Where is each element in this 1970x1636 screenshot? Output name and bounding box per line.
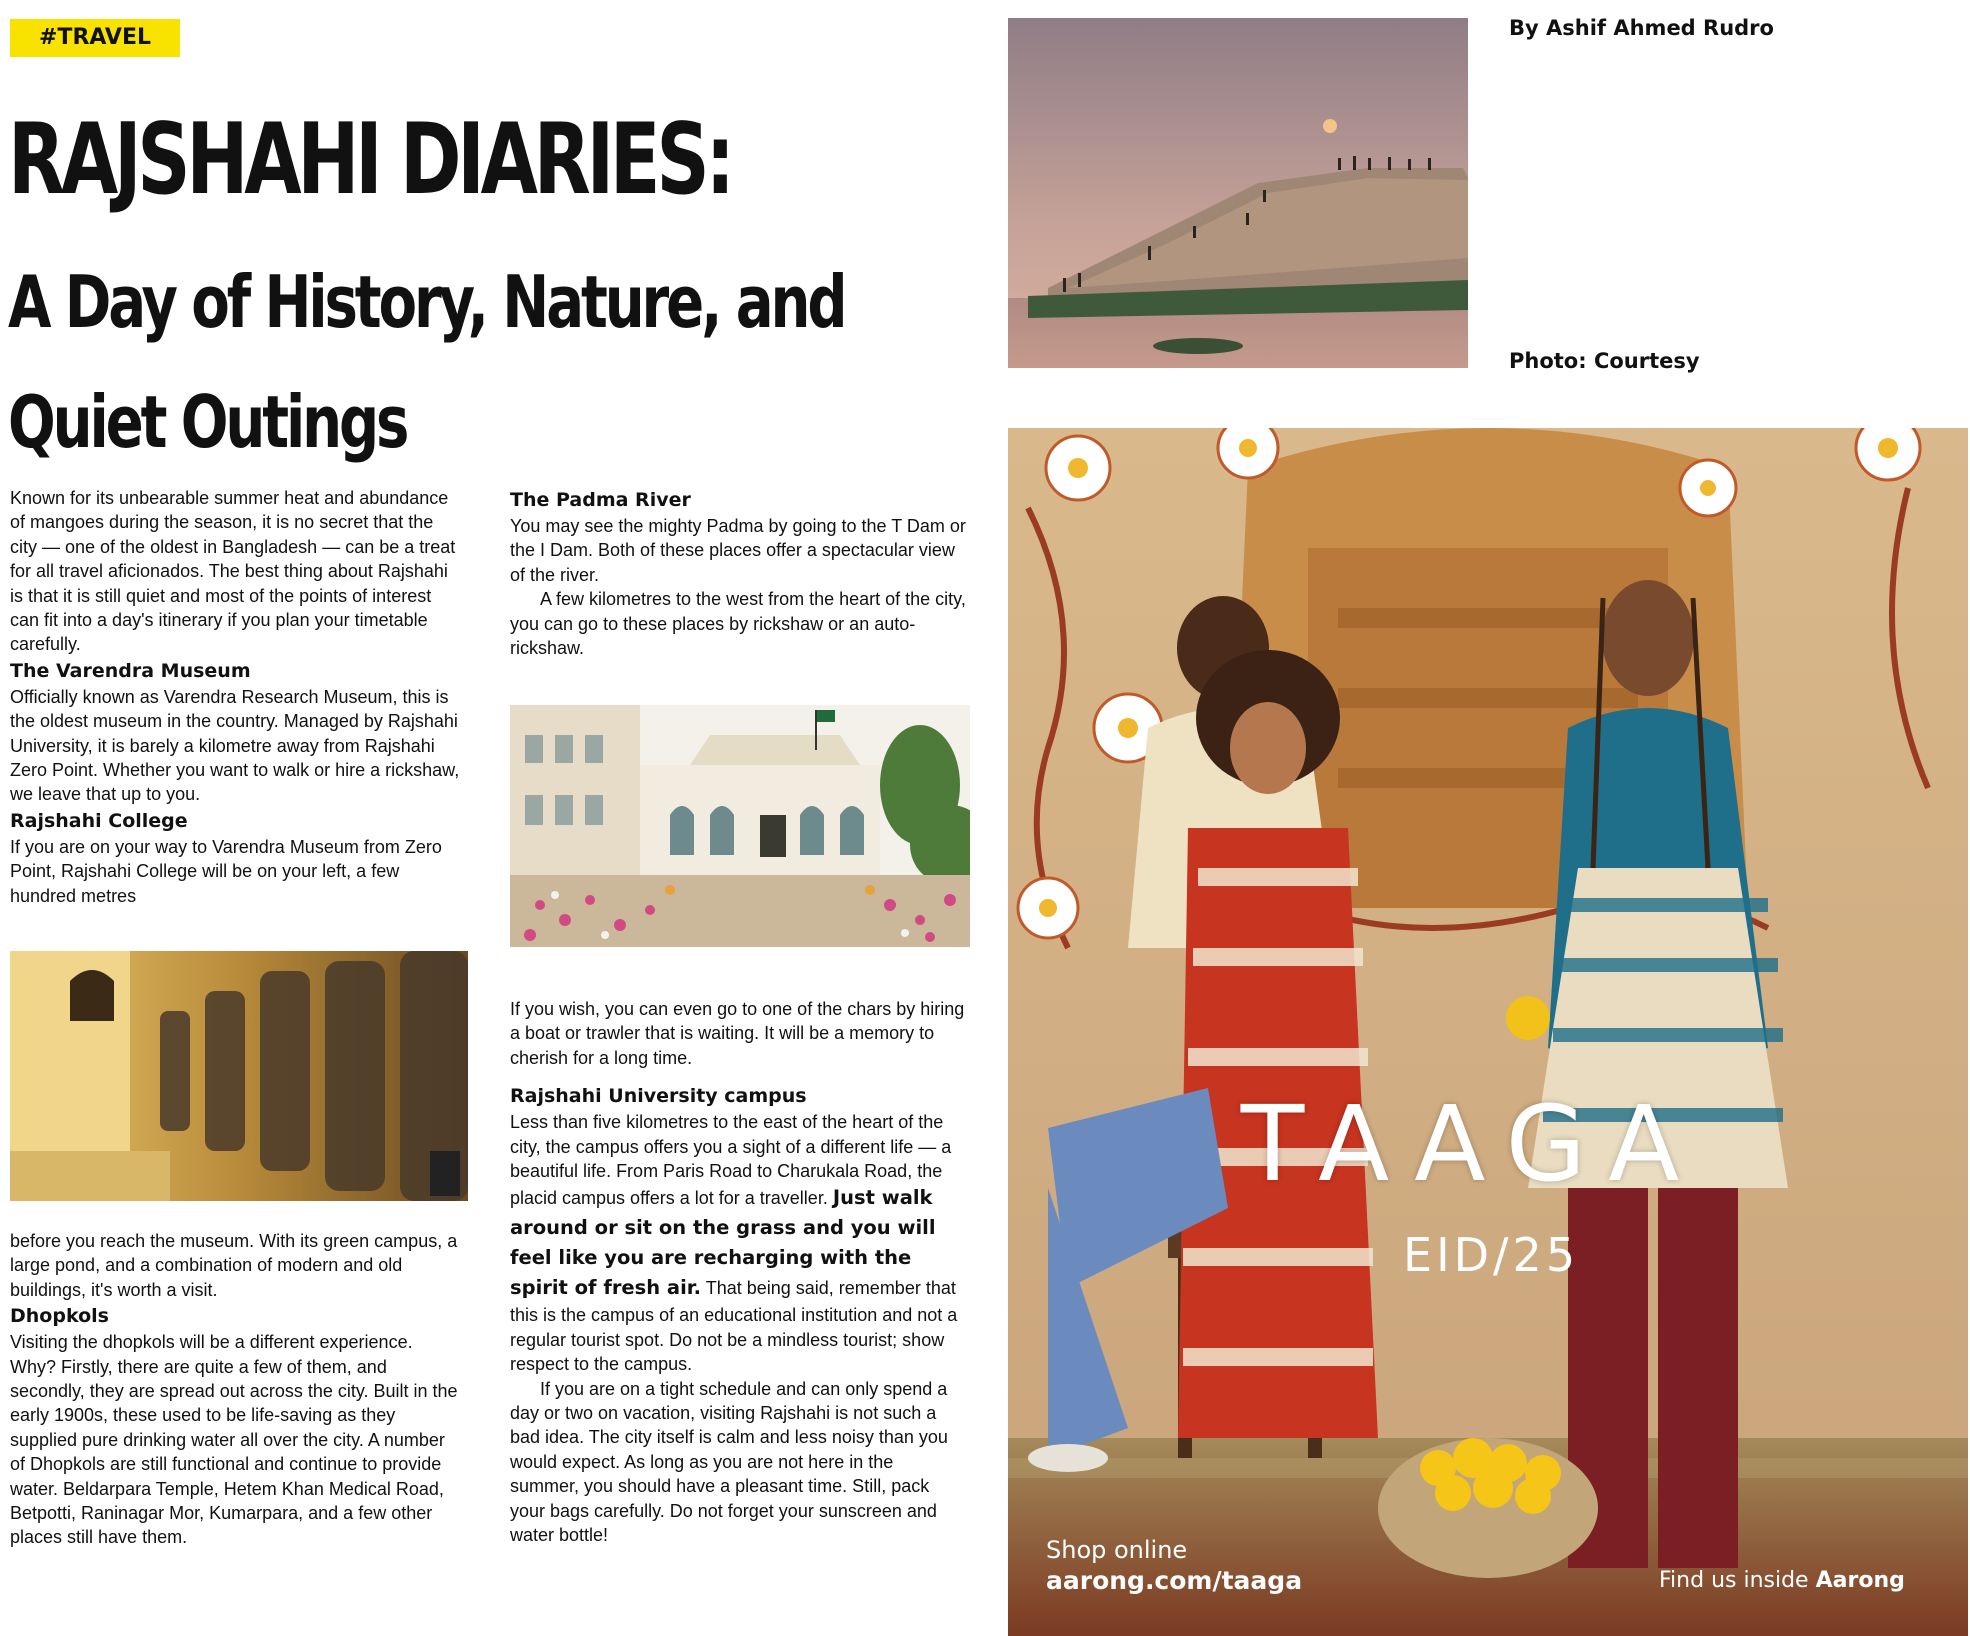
- headline: RAJSHAHI DIARIES:: [8, 103, 731, 217]
- university-text-b: That being said, remember that this is the campus of an educational institution and not a regular tourist spot. Do not be a mindless tourist; show respect to the campus.: [510, 1278, 958, 1375]
- subheadline: A Day of History, Nature, and Quiet Outings: [8, 260, 845, 464]
- college-paragraph-part1: If you are on your way to Varendra Museum from Zero Point, Rajshahi College will be on your left, a few hundred metres: [10, 836, 442, 906]
- find-us-prefix: Find us inside: [1659, 1568, 1809, 1593]
- shop-url-link[interactable]: aarong.com/taaga: [1046, 1566, 1303, 1595]
- padma-paragraph-1: You may see the mighty Padma by going to the T Dam or the I Dam. Both of these places offer a spectacular view of the river.: [510, 516, 966, 585]
- varendra-paragraph: Officially known as Varendra Research Museum, this is the oldest museum in the country. Managed by Rajshahi University, it is barely a kilometre away from Rajshahi Zero Point. Whether you want to walk or hire a rickshaw, we leave that up to you.: [10, 686, 460, 805]
- university-text-a: Less than five kilometres to the east of the heart of the city, the campus offers you a sight of a different life — a beautiful life. From Paris Road to Charukala Road, the placid campus offers a lot for a traveller.: [510, 1112, 952, 1209]
- dhopkols-heading: Dhopkols: [10, 1305, 109, 1328]
- article-column-1-cont: [10, 1229, 462, 1550]
- college-paragraph-part2: before you reach the museum. With its green campus, a large pond, and a combination of modern and old buildings, it's worth a visit.: [10, 1231, 458, 1300]
- university-highlight: Just walk around or sit on the grass and you will feel like you are recharging with the spirit of fresh air.: [510, 1186, 936, 1300]
- university-paragraph: [510, 1110, 966, 1376]
- varendra-heading: The Varendra Museum: [10, 659, 251, 682]
- padma-river-photo: [1008, 18, 1468, 368]
- intro-paragraph: Known for its unbearable summer heat and abundance of mangoes during the season, it is no secret that the city — one of the oldest in Bangladesh — can be a treat for all travel aficionados. The best thing about Rajshahi is that it is still quiet and most of the points of interest can fit into a day's itinerary if you plan your timetable carefully.: [10, 488, 456, 655]
- taaga-advertisement: [1008, 428, 1968, 1636]
- museum-gallery-photo: [10, 951, 468, 1201]
- byline: By Ashif Ahmed Rudro: [1509, 16, 1774, 40]
- padma-paragraph-2: A few kilometres to the west from the heart of the city, you can go to these places by rickshaw or an auto-rickshaw.: [510, 589, 966, 659]
- chars-paragraph: If you wish, you can even go to one of the chars by hiring a boat or trawler that is waiting. It will be a memory to cherish for a long time.: [510, 999, 965, 1068]
- article-column-2: [510, 486, 966, 660]
- eid-label: EID/25: [1403, 1228, 1580, 1282]
- find-us-label: [1659, 1568, 1905, 1593]
- taaga-logo: TAAGA: [1240, 1083, 1702, 1205]
- college-heading: Rajshahi College: [10, 809, 188, 832]
- article-column-1: [10, 486, 462, 908]
- university-heading: Rajshahi University campus: [510, 1085, 807, 1108]
- dhopkols-paragraph: Visiting the dhopkols will be a different experience. Why? Firstly, there are quite a few of them, and secondly, they are spread out across the city. Built in the early 1900s, these used to be life-saving as they supplied pure drinking water all over the city. A number of Dhopkols are still functional and continue to provide water. Beldarpara Temple, Hetem Khan Medical Road, Betpotti, Raninagar Mor, Kumarpara, and a few other places still have them.: [10, 1332, 458, 1548]
- padma-heading: The Padma River: [510, 489, 691, 511]
- section-tag: #TRAVEL: [10, 19, 180, 57]
- varendra-museum-photo: [510, 705, 970, 947]
- find-us-brand: Aarong: [1815, 1568, 1905, 1593]
- shop-online-label: Shop online: [1046, 1536, 1188, 1564]
- photo-credit: Photo: Courtesy: [1509, 349, 1700, 373]
- closing-paragraph: If you are on a tight schedule and can only spend a day or two on vacation, visiting Rajshahi is not such a bad idea. The city itself is calm and less noisy than you would expect. As long as you are not here in the summer, you should have a pleasant time. Still, pack your bags carefully. Do not forget your sunscreen and water bottle!: [510, 1378, 948, 1546]
- article-column-2-cont: [510, 997, 966, 1548]
